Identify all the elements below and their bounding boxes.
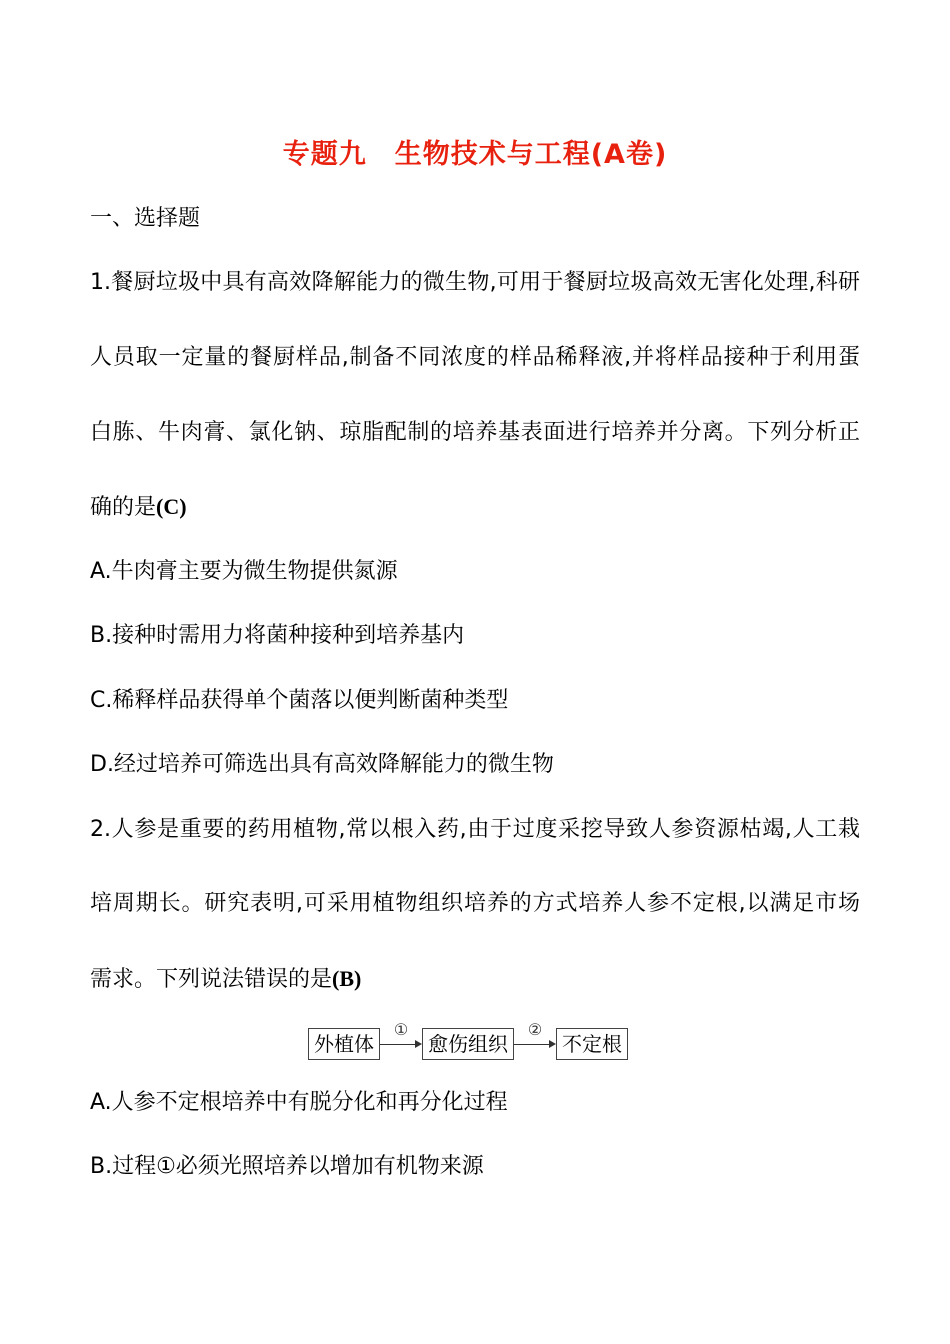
- diagram-box-explant: 外植体: [308, 1028, 380, 1060]
- q1-option-a: A.牛肉膏主要为微生物提供氮源: [90, 559, 398, 584]
- diagram-box-callus: 愈伤组织: [422, 1028, 514, 1060]
- q2-stem-end: 需求。下列说法错误的是: [90, 967, 333, 992]
- diagram-arrow-2: [514, 1020, 556, 1064]
- q1-answer: (C): [156, 494, 187, 519]
- q1-line1: 1.餐厨垃圾中具有高效降解能力的微生物,可用于餐厨垃圾高效无害化处理,科研: [90, 270, 860, 295]
- section-heading: 一、选择题: [90, 206, 201, 231]
- diagram-arrow-1: [380, 1020, 422, 1064]
- q2-line2: 培周期长。研究表明,可采用植物组织培养的方式培养人参不定根,以满足市场: [90, 891, 860, 916]
- diagram-step-1-label: ①: [393, 1020, 409, 1039]
- q1-line4: [90, 492, 187, 523]
- q2-option-b: B.过程①必须光照培养以增加有机物来源: [90, 1154, 484, 1179]
- q2-answer: (B): [332, 966, 362, 991]
- q1-line2: 人员取一定量的餐厨样品,制备不同浓度的样品稀释液,并将样品接种于利用蛋: [90, 345, 860, 370]
- q2-line1: 2.人参是重要的药用植物,常以根入药,由于过度采挖导致人参资源枯竭,人工栽: [90, 817, 860, 842]
- diagram-box-adventitious-root: 不定根: [556, 1028, 628, 1060]
- q1-line3: 白胨、牛肉膏、氯化钠、琼脂配制的培养基表面进行培养并分离。下列分析正: [90, 420, 860, 445]
- q1-option-d: D.经过培养可筛选出具有高效降解能力的微生物: [90, 752, 554, 777]
- q1-stem-end: 确的是: [90, 495, 157, 520]
- q1-option-b: B.接种时需用力将菌种接种到培养基内: [90, 623, 465, 648]
- q2-option-a: A.人参不定根培养中有脱分化和再分化过程: [90, 1090, 508, 1115]
- q1-option-c: C.稀释样品获得单个菌落以便判断菌种类型: [90, 688, 509, 713]
- page-title: 专题九 生物技术与工程(A卷): [282, 139, 668, 170]
- diagram-step-2-label: ②: [527, 1020, 543, 1039]
- tissue-culture-diagram: [308, 1020, 628, 1064]
- q2-line3: [90, 964, 361, 995]
